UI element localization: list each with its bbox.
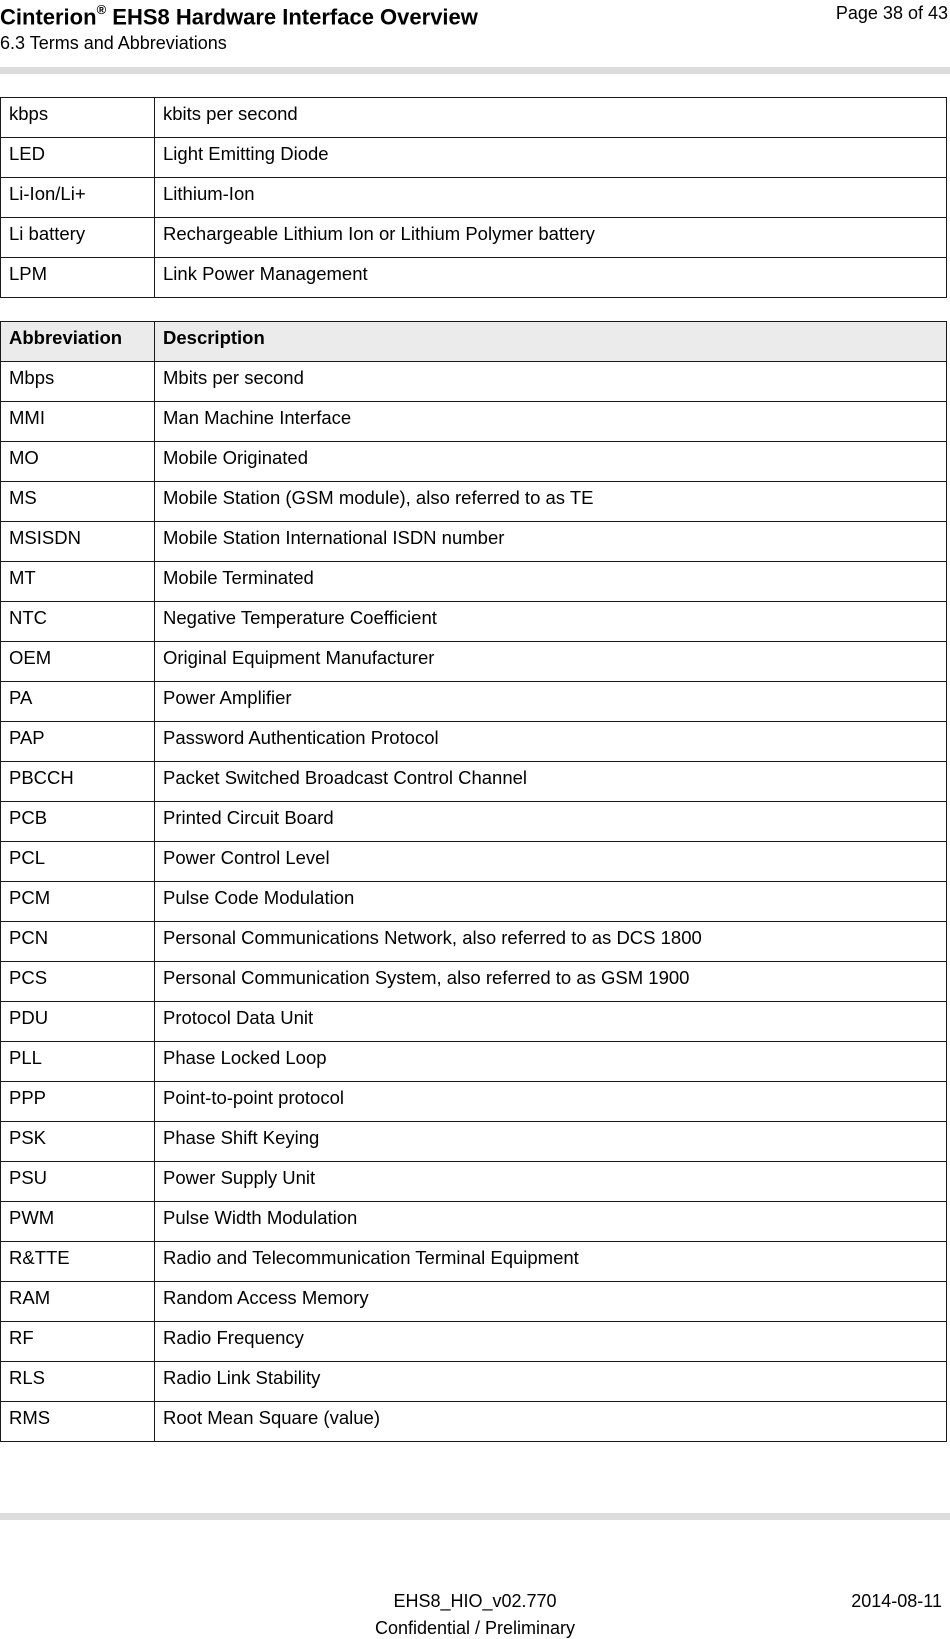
description-cell: Radio Link Stability (155, 1362, 947, 1402)
table-row (1, 178, 947, 218)
table-row (1, 642, 947, 682)
abbreviation-cell: MSISDN (1, 522, 155, 562)
description-cell: Light Emitting Diode (155, 138, 947, 178)
abbreviation-cell: RF (1, 1322, 155, 1362)
description-cell: Pulse Width Modulation (155, 1202, 947, 1242)
abbreviations-table-continued (0, 97, 947, 298)
description-cell: Power Supply Unit (155, 1162, 947, 1202)
table-row (1, 1402, 947, 1442)
abbreviation-cell: PDU (1, 1002, 155, 1042)
table-row (1, 1042, 947, 1082)
abbreviation-cell: MMI (1, 402, 155, 442)
abbreviation-cell: PCS (1, 962, 155, 1002)
title-brand: Cinterion (0, 4, 97, 30)
abbreviation-cell: PSU (1, 1162, 155, 1202)
abbreviation-cell: MT (1, 562, 155, 602)
table-row (1, 1362, 947, 1402)
table-row (1, 722, 947, 762)
description-cell: Radio and Telecommunication Terminal Equipment (155, 1242, 947, 1282)
table-row (1, 1242, 947, 1282)
abbreviation-cell: PCL (1, 842, 155, 882)
description-cell: Pulse Code Modulation (155, 882, 947, 922)
description-cell: Personal Communications Network, also referred to as DCS 1800 (155, 922, 947, 962)
column-header-abbreviation: Abbreviation (1, 322, 155, 362)
confidentiality-note: Confidential / Preliminary (374, 1618, 576, 1638)
table-row (1, 1322, 947, 1362)
abbreviation-cell: PBCCH (1, 762, 155, 802)
abbreviation-cell: RMS (1, 1402, 155, 1442)
description-cell: Mbits per second (155, 362, 947, 402)
abbreviation-cell: Li battery (1, 218, 155, 258)
abbreviation-cell: LED (1, 138, 155, 178)
document-title (0, 0, 478, 29)
abbreviation-cell: PCM (1, 882, 155, 922)
abbreviation-cell: PCB (1, 802, 155, 842)
description-cell: Negative Temperature Coefficient (155, 602, 947, 642)
table-row (1, 1082, 947, 1122)
description-cell: Mobile Terminated (155, 562, 947, 602)
abbreviation-cell: PCN (1, 922, 155, 962)
table-row (1, 98, 947, 138)
abbreviation-cell: RLS (1, 1362, 155, 1402)
abbreviation-cell: R&TTE (1, 1242, 155, 1282)
table-row (1, 522, 947, 562)
description-cell: Printed Circuit Board (155, 802, 947, 842)
description-cell: Radio Frequency (155, 1322, 947, 1362)
abbreviation-cell: NTC (1, 602, 155, 642)
table-row (1, 402, 947, 442)
abbreviations-table (0, 321, 947, 1442)
table-row (1, 1282, 947, 1322)
footer-rule (0, 1513, 950, 1520)
description-cell: Lithium-Ion (155, 178, 947, 218)
table-row (1, 218, 947, 258)
abbreviation-cell: PA (1, 682, 155, 722)
description-cell: Root Mean Square (value) (155, 1402, 947, 1442)
page-number: Page 38 of 43 (835, 3, 948, 23)
description-cell: Password Authentication Protocol (155, 722, 947, 762)
registered-mark: ® (96, 2, 107, 17)
table-row (1, 682, 947, 722)
abbreviation-cell: PWM (1, 1202, 155, 1242)
description-cell: Mobile Originated (155, 442, 947, 482)
description-cell: Mobile Station (GSM module), also referred to as TE (155, 482, 947, 522)
table-row (1, 482, 947, 522)
description-cell: Point-to-point protocol (155, 1082, 947, 1122)
description-cell: Personal Communication System, also referred to as GSM 1900 (155, 962, 947, 1002)
description-cell: Power Control Level (155, 842, 947, 882)
table-row (1, 1162, 947, 1202)
document-id: EHS8_HIO_v02.770 (393, 1591, 557, 1611)
abbreviation-cell: LPM (1, 258, 155, 298)
description-cell: Rechargeable Lithium Ion or Lithium Polymer battery (155, 218, 947, 258)
description-cell: Original Equipment Manufacturer (155, 642, 947, 682)
table-row (1, 802, 947, 842)
table-row (1, 882, 947, 922)
description-cell: Mobile Station International ISDN number (155, 522, 947, 562)
description-cell: Phase Shift Keying (155, 1122, 947, 1162)
table-row (1, 602, 947, 642)
table-row (1, 762, 947, 802)
table-row (1, 1002, 947, 1042)
abbreviation-cell: Mbps (1, 362, 155, 402)
table-row (1, 258, 947, 298)
abbreviation-cell: RAM (1, 1282, 155, 1322)
table-row (1, 842, 947, 882)
document-date: 2014-08-11 (851, 1591, 942, 1611)
description-cell: kbits per second (155, 98, 947, 138)
description-cell: Random Access Memory (155, 1282, 947, 1322)
description-cell: Packet Switched Broadcast Control Channel (155, 762, 947, 802)
table-row (1, 138, 947, 178)
abbreviation-cell: kbps (1, 98, 155, 138)
abbreviation-cell: OEM (1, 642, 155, 682)
table-row (1, 442, 947, 482)
table-row (1, 1122, 947, 1162)
abbreviation-cell: MS (1, 482, 155, 522)
abbreviation-cell: MO (1, 442, 155, 482)
description-cell: Power Amplifier (155, 682, 947, 722)
description-cell: Link Power Management (155, 258, 947, 298)
table-row (1, 562, 947, 602)
description-cell: Phase Locked Loop (155, 1042, 947, 1082)
header-rule (0, 67, 950, 74)
column-header-description: Description (155, 322, 947, 362)
abbreviation-cell: PSK (1, 1122, 155, 1162)
table-row (1, 922, 947, 962)
table-row (1, 1202, 947, 1242)
abbreviation-cell: Li-Ion/Li+ (1, 178, 155, 218)
abbreviation-cell: PLL (1, 1042, 155, 1082)
table-row (1, 362, 947, 402)
description-cell: Protocol Data Unit (155, 1002, 947, 1042)
abbreviation-cell: PPP (1, 1082, 155, 1122)
table-row (1, 962, 947, 1002)
table-header-row (1, 322, 947, 362)
section-title: 6.3 Terms and Abbreviations (0, 33, 227, 53)
title-text: EHS8 Hardware Interface Overview (106, 4, 478, 30)
abbreviation-cell: PAP (1, 722, 155, 762)
description-cell: Man Machine Interface (155, 402, 947, 442)
